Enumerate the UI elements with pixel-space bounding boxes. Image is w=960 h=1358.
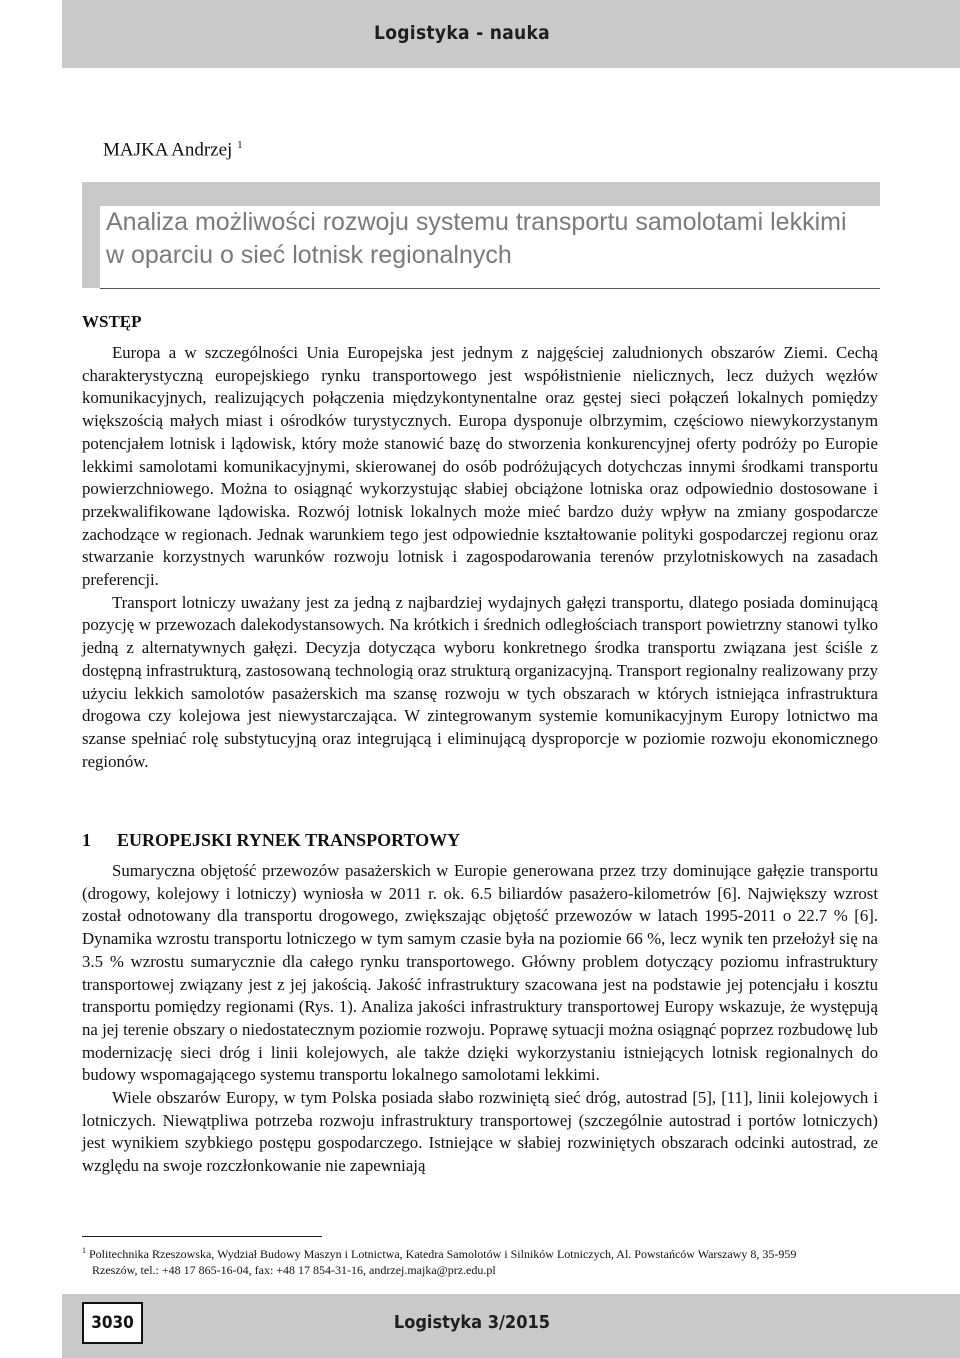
intro-heading: WSTĘP	[82, 312, 142, 331]
article-title	[106, 206, 876, 272]
section-1-title: EUROPEJSKI RYNEK TRANSPORTOWY	[117, 830, 461, 850]
section-1-number: 1	[82, 830, 91, 850]
title-accent-bar	[82, 182, 100, 288]
intro-paragraph-1: Europa a w szczególności Unia Europejska jest jednym z najgęściej zaludnionych obszarów Ziemi. Cechą charakterystyczną europejskiego rynku transportowego jest współistnienie nielicznych, lecz dużych węzłów komunikacyjnych, realizujących połączenia międzykontynentalne oraz gęstej sieci połączeń lokalnych pomiędzy większością małych miast i ośrodków turystycznych. Europa dysponuje olbrzymim, częściowo niewykorzystanym potencjałem lotnisk i lądowisk, który może stanowić bazę do stworzenia konkurencyjnej oferty podróży po Europie lekkimi samolotami komunikacyjnymi, skierowanej do osób podróżujących dotychczas innymi środkami transportu powierzchniowego. Można to osiągnąć wykorzystując słabiej obciążone lotniska oraz odpowiednio dostosowane i przekwalifikowane lądowiska. Rozwój lotnisk lokalnych może mieć bardzo duży wpływ na zmiany gospodarcze zachodzące w regionach. Jednak warunkiem tego jest odpowiednie kształtowanie polityki gospodarczej regionu oraz stwarzanie korzystnych warunków rozwoju lotnisk i zagospodarowania terenów przylotniskowych na zasadach preferencji.	[82, 343, 878, 590]
section-1-paragraph-1: Sumaryczna objętość przewozów pasażerskich w Europie generowana przez trzy dominujące gałęzie transportu (drogowy, kolejowy i lotniczy) wyniosła w 2011 r. ok. 6.5 biliardów pasażero-kilometrów [6]. Największy wzrost został odnotowany dla transportu drogowego, zwiększając objętość przewozów w latach 1995-2011 o 22.7 % [6]. Dynamika wzrostu transportu lotniczego w tym samym czasie była na poziomie 66 %, lecz wynik ten przełożył się na 3.5 % wzrostu sumarycznie dla całego rynku transportowego. Główny problem dotyczący poziomu infrastruktury transportowej związany jest z jej jakością. Jakość infrastruktury szacowana jest na podstawie jej potencjału i kosztu transportu pomiędzy regionami (Rys. 1). Analiza jakości infrastruktury transportowej Europy wskazuje, że występują na jej terenie obszary o niedostatecznym poziomie rozwoju. Poprawę sytuacji można osiągnąć poprzez rozbudowę lub modernizację sieci dróg i linii kolejowych, ale także dzięki wykorzystaniu istniejących lotnisk regionalnych do budowy wspomagającego systemu transportu lokalnego samolotami lekkimi.	[82, 861, 878, 1085]
author-name	[103, 139, 243, 161]
footnote-line2: Rzeszów, tel.: +48 17 865-16-04, fax: +48 17 854-31-16, andrzej.majka@prz.edu.pl	[92, 1263, 496, 1277]
title-accent-top	[100, 182, 880, 206]
section-1-paragraph-2: Wiele obszarów Europy, w tym Polska posiada słabo rozwiniętą sieć dróg, autostrad [5], [11], linii kolejowych i lotniczych. Niewątpliwa potrzeba rozwoju infrastruktury transportowej (szczególnie autostrad i portów lotniczych) jest wynikiem szybkiego postępu gospodarczego. Istniejące w słabiej rozwiniętych obszarach odcinki autostrad, ze względu na swoje rozczłonkowanie nie zapewniają	[82, 1088, 878, 1176]
intro-body	[82, 342, 878, 773]
footnote	[82, 1243, 882, 1278]
footnote-rule	[82, 1236, 322, 1237]
page-number: 3030	[82, 1302, 143, 1344]
footnote-mark: 1	[82, 1246, 86, 1255]
author-name-text: MAJKA Andrzej	[103, 139, 233, 161]
title-rule	[100, 288, 880, 289]
article-title-line1: Analiza możliwości rozwoju systemu transportu samolotami lekkimi	[106, 208, 847, 236]
section-1-body	[82, 860, 878, 1178]
article-title-line2: w oparciu o sieć lotnisk regionalnych	[106, 241, 512, 269]
journal-section-label: Logistyka - nauka	[374, 22, 550, 44]
section-1-heading	[82, 830, 460, 851]
journal-issue-label: Logistyka 3/2015	[393, 1312, 550, 1333]
author-footnote-mark: 1	[237, 139, 243, 151]
intro-paragraph-2: Transport lotniczy uważany jest za jedną z najbardziej wydajnych gałęzi transportu, dlatego posiada dominującą pozycję w przewozach dalekodystansowych. Na krótkich i średnich odległościach transport powietrzny stanowi tylko jedną z alternatywnych gałęzi. Decyzja dotycząca wyboru konkretnego środka transportu związana jest ściśle z dostępną infrastrukturą, zastosowaną technologią oraz strukturą organizacyjną. Transport regionalny realizowany przy użyciu lekkich samolotów pasażerskich ma szansę rozwoju w tych obszarach w których istniejąca infrastruktura drogowa czy kolejowa jest niewystarczająca. W zintegrowanym systemie komunikacyjnym Europy lotnictwo ma szanse spełniać rolę substytucyjną oraz integrującą i eliminującą dysproporcje w poziomie rozwoju ekonomicznego regionów.	[82, 592, 878, 771]
footnote-line1: Politechnika Rzeszowska, Wydział Budowy Maszyn i Lotnictwa, Katedra Samolotów i Silników Lotniczych, Al. Powstańców Warszawy 8, 35-959	[89, 1247, 797, 1261]
